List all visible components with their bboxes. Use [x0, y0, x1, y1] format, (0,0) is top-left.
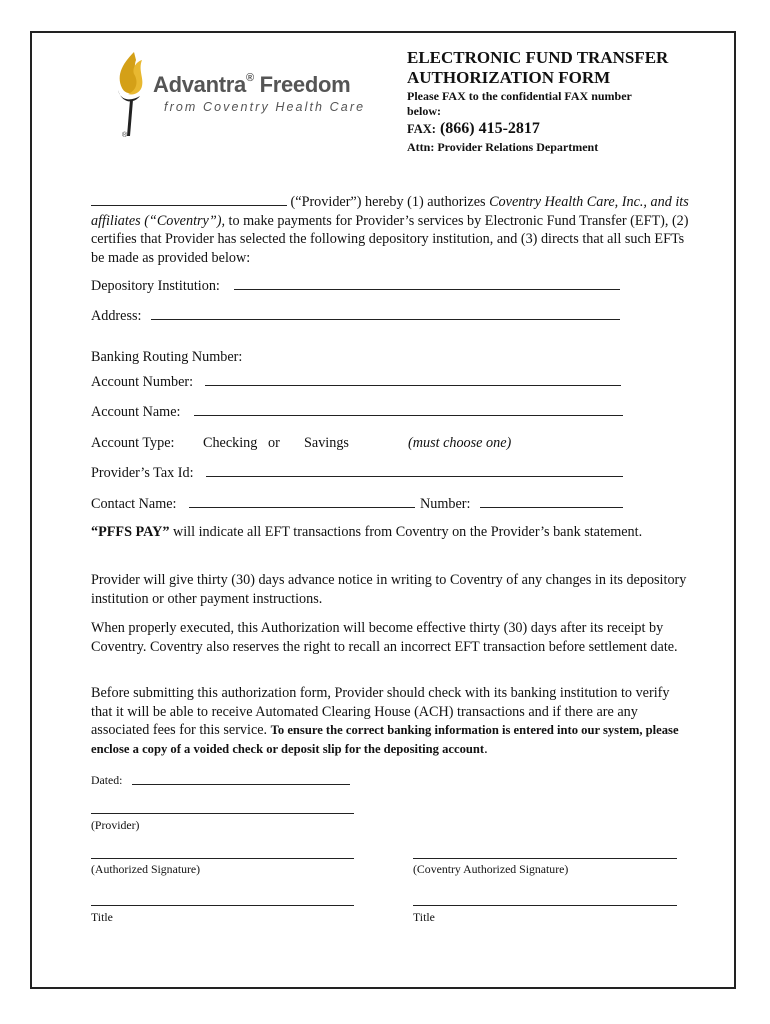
title-right-caption: Title — [413, 910, 435, 924]
pffs-paragraph — [91, 523, 691, 542]
intro-rest: to make payments for Provider’s services by Electronic Fund Transfer (EFT), (2) certifies that Provider has selected the following depository institution, and (3) directs that all such EFTs be made as provided below: — [91, 212, 689, 266]
contact-name-input[interactable] — [189, 507, 415, 508]
tax-id-label: Provider’s Tax Id: — [91, 465, 194, 481]
coventry-signature-caption: (Coventry Authorized Signature) — [413, 862, 569, 876]
effective-paragraph: When properly executed, this Authorization will become effective thirty (30) days after its receipt by Coventry. Coventry also reserves the right to recall an incorrect EFT transaction before settlement date. — [91, 620, 678, 655]
logo-brand-2: Freedom — [259, 72, 351, 97]
tax-id-input[interactable] — [206, 476, 623, 477]
account-number-input[interactable] — [205, 385, 621, 386]
fax-note: Please FAX to the confidential FAX number below: — [407, 89, 632, 118]
before-paragraph — [91, 684, 681, 758]
account-type-label: Account Type: — [91, 435, 175, 451]
savings-option[interactable]: Savings — [304, 435, 349, 451]
fax-label: FAX: — [407, 122, 436, 136]
account-number-label: Account Number: — [91, 374, 194, 390]
title-left-line[interactable] — [91, 905, 354, 906]
contact-name-label: Contact Name: — [91, 496, 177, 512]
provider-signature-line[interactable] — [91, 813, 354, 814]
number-input[interactable] — [480, 507, 623, 508]
depository-label: Depository Institution: — [91, 278, 220, 294]
advantra-logo — [108, 50, 378, 140]
attn-line: Attn: Provider Relations Department — [407, 140, 599, 154]
provider-caption: (Provider) — [91, 818, 140, 832]
dated-input[interactable] — [132, 784, 350, 785]
routing-label: Banking Routing Number: — [91, 349, 243, 365]
title-right-line[interactable] — [413, 905, 677, 906]
notice-paragraph: Provider will give thirty (30) days advance notice in writing to Coventry of any changes in its depository institution or other payment instructions. — [91, 572, 687, 607]
title-left-caption: Title — [91, 910, 113, 924]
pffs-bold: “PFFS PAY” — [91, 524, 170, 540]
must-choose-note: (must choose one) — [408, 435, 512, 451]
flame-torch-icon — [108, 50, 154, 140]
before-period: . — [484, 740, 488, 757]
intro-paragraph — [91, 192, 691, 267]
intro-company: Coventry Health Care, Inc., and its affiliates (“Coventry”), — [91, 194, 689, 229]
before-text: Before submitting this authorization form, Provider should check with its banking institution to verify that it will be able to receive Automated Clearing House (ACH) transactions and if there are any associated fees for this service. — [91, 685, 670, 738]
logo-tagline: from Coventry Health Care — [164, 100, 366, 114]
dated-label: Dated: — [91, 773, 123, 787]
form-title-line1: ELECTRONIC FUND TRANSFER — [407, 48, 669, 67]
fax-line — [407, 120, 540, 138]
account-name-label: Account Name: — [91, 404, 181, 420]
provider-name-blank[interactable] — [91, 192, 287, 206]
coventry-signature-line[interactable] — [413, 858, 677, 859]
depository-input[interactable] — [234, 289, 620, 290]
logo-reg-mark: ® — [245, 72, 254, 84]
number-label: Number: — [420, 496, 471, 512]
pffs-text: will indicate all EFT transactions from Coventry on the Provider’s bank statement. — [172, 524, 643, 540]
authorized-signature-caption: (Authorized Signature) — [91, 862, 201, 876]
fax-number: (866) 415-2817 — [439, 120, 540, 137]
intro-provider-ref: (“Provider”) hereby (1) authorizes — [290, 194, 486, 210]
logo-tm-mark: ® — [122, 132, 128, 139]
before-bold-text: To ensure the correct banking information is entered into our system, please enclose a copy of a voided check or deposit slip for the depositing account — [91, 723, 679, 756]
account-name-input[interactable] — [194, 415, 623, 416]
address-label: Address: — [91, 308, 142, 324]
address-input[interactable] — [151, 319, 620, 320]
logo-brand: Advantra — [153, 72, 246, 97]
or-text: or — [268, 435, 280, 451]
authorized-signature-line[interactable] — [91, 858, 354, 859]
form-title-line2: AUTHORIZATION FORM — [407, 68, 611, 87]
checking-option[interactable]: Checking — [203, 435, 258, 451]
